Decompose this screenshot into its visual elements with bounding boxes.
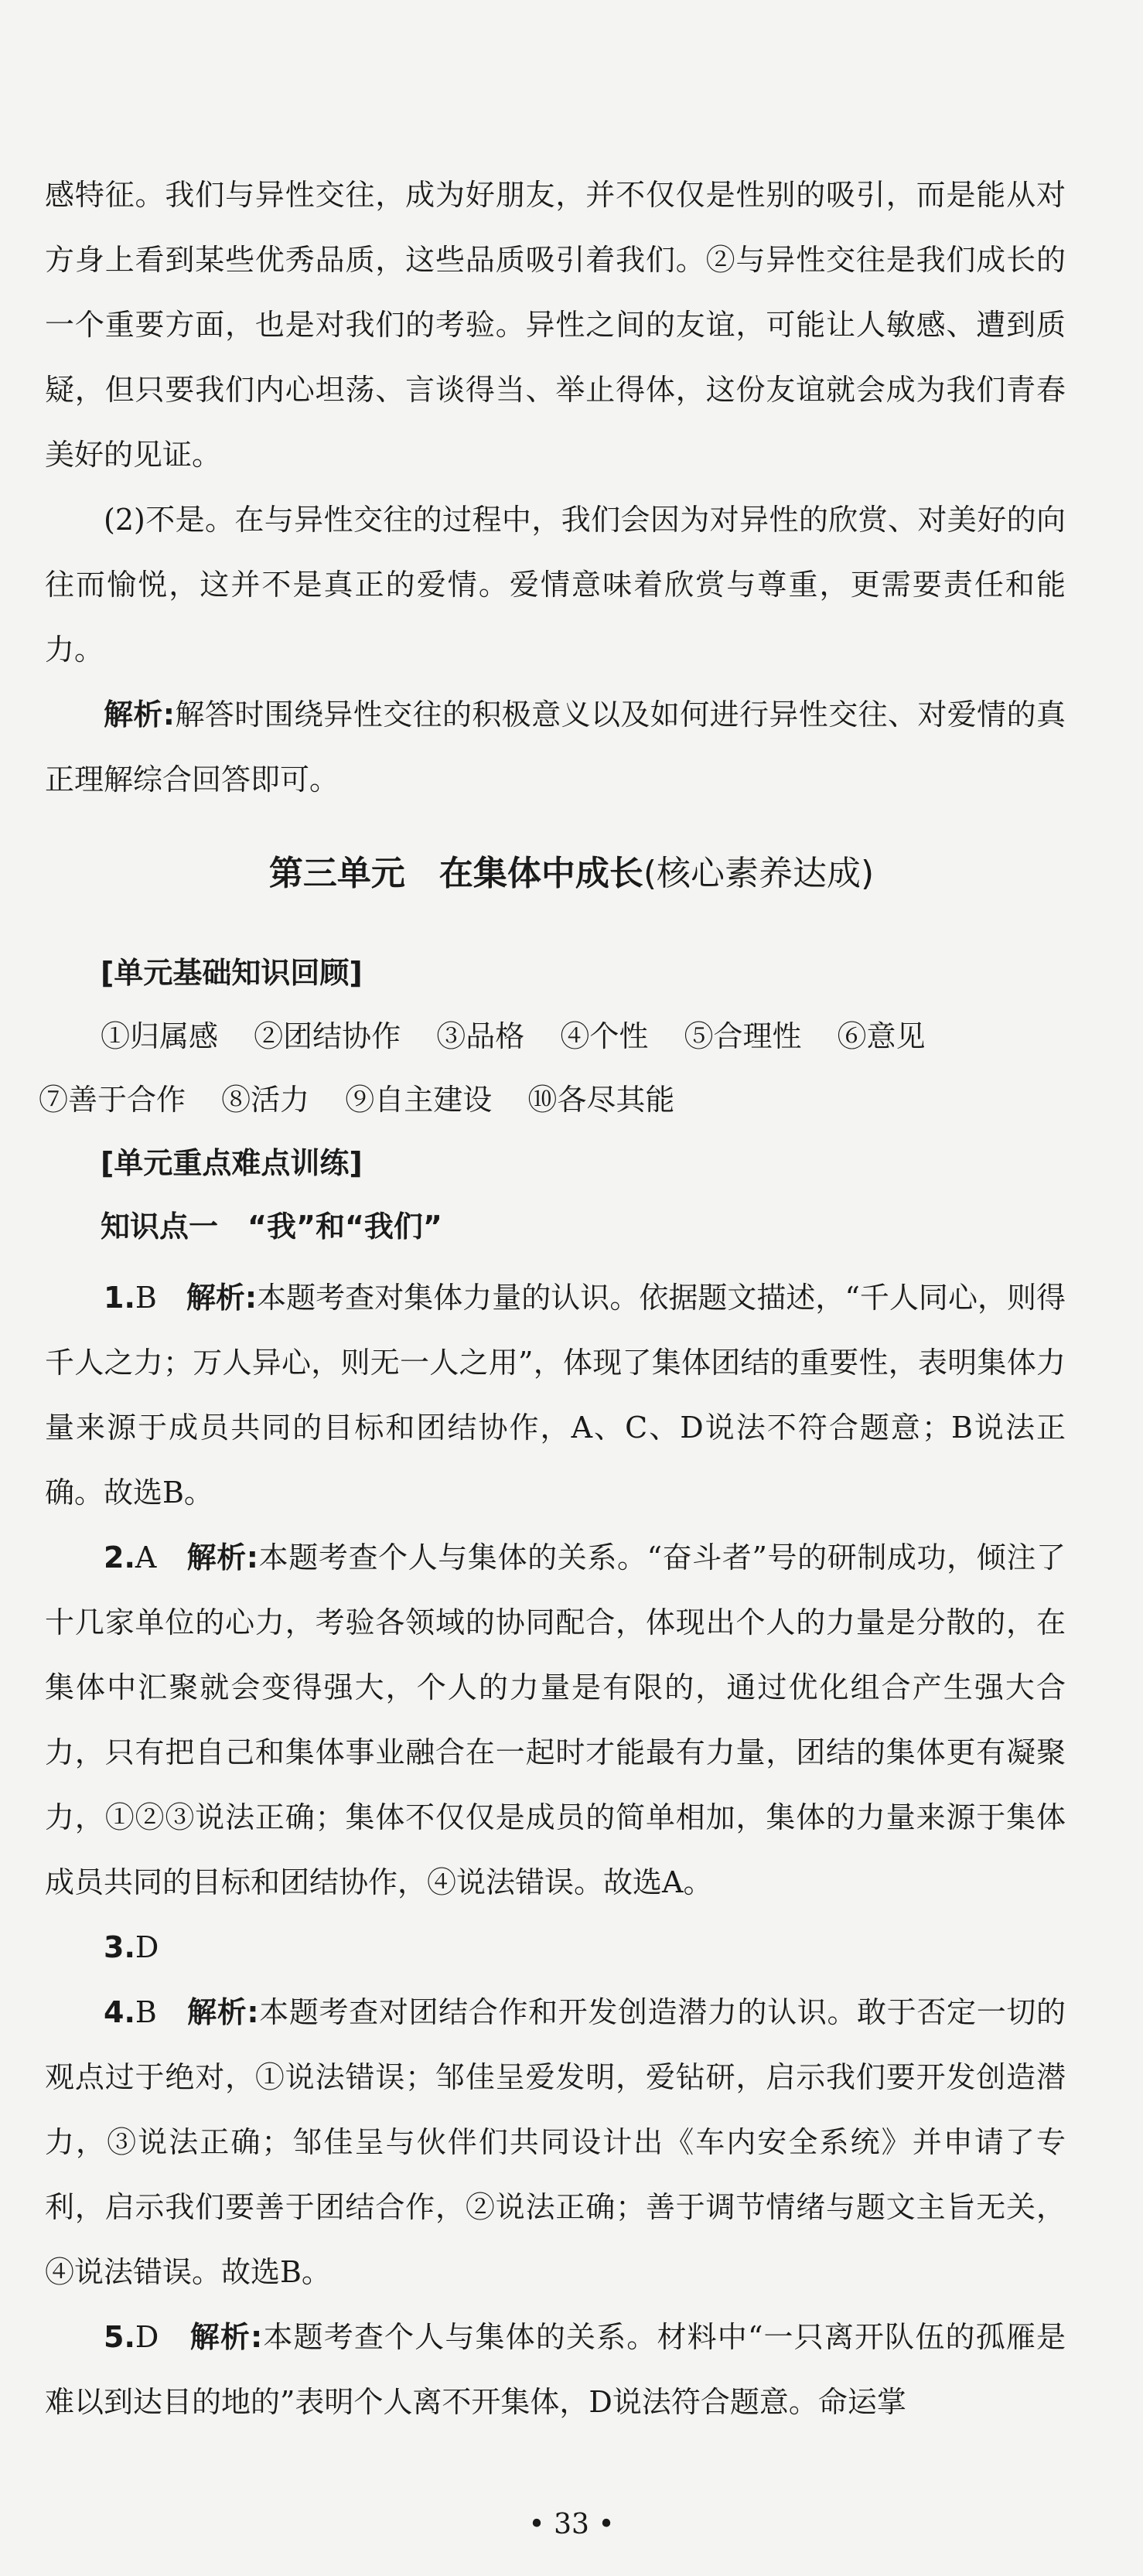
review-answer: ⑧活力 <box>221 1083 310 1117</box>
paragraph-prev-answer: 感特征。我们与异性交往，成为好朋友，并不仅仅是性别的吸引，而是能从对方身上看到某些优秀品质，这些品质吸引着我们。②与异性交往是我们成长的一个重要方面，也是对我们的考验。异性之间的友谊，可能让人敏感、遭到质疑，但只要我们内心坦荡、言谈得当、举止得体，这份友谊就会成为我们青春美好的见证。 <box>45 178 1066 472</box>
analysis-label: 解析: <box>186 1540 258 1575</box>
review-section-label: [单元基础知识回顾] <box>101 956 363 990</box>
analysis-label: 解析: <box>189 2320 263 2354</box>
page-number: • 33 • <box>528 2509 615 2540</box>
review-answers-row-2 <box>39 1076 701 1123</box>
review-answer: ⑤合理性 <box>684 1019 802 1053</box>
unit-title: 第三单元 在集体中成长(核心素养达成) <box>268 854 875 893</box>
question-1: 1.B 解析:本题考查对集体力量的认识。依据题文描述，“千人同心，则得千人之力；万人异心，则无一人之用”，体现了集体团结的重要性，表明集体力量来源于成员共同的目标和团结协作，A、C、D说法不符合题意；B说法正确。故选B。 <box>45 1281 1066 1510</box>
question-2: 2.A 解析:本题考查个人与集体的关系。“奋斗者”号的研制成功，倾注了十几家单位的心力，考验各领域的协同配合，体现出个人的力量是分散的，在集体中汇聚就会变得强大，个人的力量是有限的，通过优化组合产生强大合力，只有把自己和集体事业融合在一起时才能最有力量，团结的集体更有凝聚力，①②③说法正确；集体不仅仅是成员的简单相加，集体的力量来源于集体成员共同的目标和团结协作，④说法错误。故选A。 <box>45 1540 1066 1899</box>
paragraph-prev-analysis: 解析:解答时围绕异性交往的积极意义以及如何进行异性交往、对爱情的真正理解综合回答即可。 <box>45 698 1066 797</box>
question-4: 4.B 解析:本题考查对团结合作和开发创造潜力的认识。敢于否定一切的观点过于绝对，①说法错误；邹佳呈爱发明，爱钻研，启示我们要开发创造潜力，③说法正确；邹佳呈与伙伴们共同设计出《车内安全系统》并申请了专利，启示我们要善于团结合作，②说法正确；善于调节情绪与题文主旨无关，④说法错误。故选B。 <box>45 1995 1066 2289</box>
review-answer: ⑦善于合作 <box>39 1083 186 1117</box>
paragraph-prev-answer-2: (2)不是。在与异性交往的过程中，我们会因为对异性的欣赏、对美好的向往而愉悦，这并不是真正的爱情。爱情意味着欣赏与尊重，更需要责任和能力。 <box>45 503 1066 667</box>
review-answer: ⑩各尽其能 <box>527 1083 675 1117</box>
question-3: 3.D <box>104 1930 159 1964</box>
knowledge-point-heading: 知识点一 “我”和“我们” <box>101 1210 442 1244</box>
analysis-label: 解析: <box>104 698 175 732</box>
review-answer: ④个性 <box>560 1019 649 1053</box>
review-answer: ⑥意见 <box>837 1019 926 1053</box>
question-5: 5.D 解析:本题考查个人与集体的关系。材料中“一只离开队伍的孤雁是难以到达目的地的”表明个人离不开集体，D说法符合题意。命运掌 <box>45 2320 1066 2419</box>
unit-subtitle: (核心素养达成) <box>643 854 875 893</box>
review-answer: ①归属感 <box>101 1019 219 1053</box>
analysis-label: 解析: <box>187 1995 259 2029</box>
review-answers-row-1 <box>101 1013 952 1059</box>
review-answer: ⑨自主建设 <box>345 1083 493 1117</box>
review-answer: ②团结协作 <box>254 1019 401 1053</box>
review-answer: ③品格 <box>436 1019 525 1053</box>
analysis-label: 解析: <box>186 1281 258 1315</box>
training-section-label: [单元重点难点训练] <box>101 1146 363 1180</box>
